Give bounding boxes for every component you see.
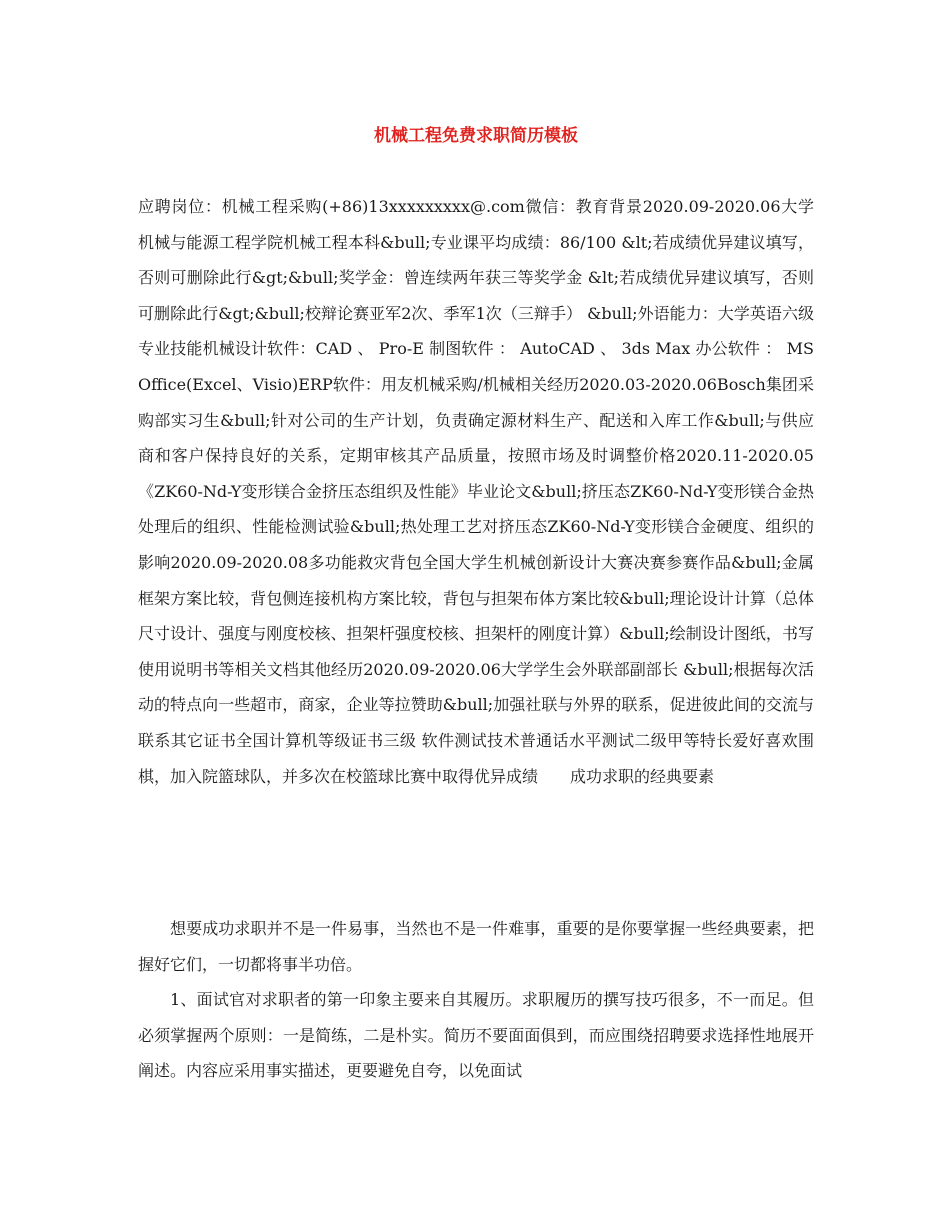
document-page: [138, 0, 814, 1230]
paragraph-intro: 想要成功求职并不是一件易事，当然也不是一件难事，重要的是你要掌握一些经典要素，把握好它们，一切都将事半功倍。: [138, 919, 814, 974]
resume-body-text: 应聘岗位：机械工程采购(+86)13xxxxxxxxx@.com微信：教育背景2020.09-2020.06大学机械与能源工程学院机械工程本科&bull;专业课平均成绩：86/100 &lt;若成绩优异建议填写，否则可删除此行&gt;&bull;奖学金：曾连续两年获三等奖学金 &lt;若成绩优异建议填写，否则可删除此行&gt;&bull;校辩论赛亚军2次、季军1次（三辩手） &bull;外语能力：大学英语六级专业技能机械设计软件：CAD 、 Pro-E 制图软件 ： AutoCAD 、 3ds Max 办公软件 ： MS Office(Excel、Visio)ERP软件：用友机械采购/机械相关经历2020.03-2020.06Bosch集团采购部实习生&bull;针对公司的生产计划，负责确定源材料生产、配送和入库工作&bull;与供应商和客户保持良好的关系，定期审核其产品质量，按照市场及时调整价格2020.11-2020.05《ZK60-Nd-Y变形镁合金挤压态组织及性能》毕业论文&bull;挤压态ZK60-Nd-Y变形镁合金热处理后的组织、性能检测试验&bull;热处理工艺对挤压态ZK60-Nd-Y变形镁合金硬度、组织的影响2020.09-2020.08多功能救灾背包全国大学生机械创新设计大赛决赛参赛作品&bull;金属框架方案比较，背包侧连接机构方案比较，背包与担架布体方案比较&bull;理论设计计算（总体尺寸设计、强度与刚度校核、担架杆强度校核、担架杆的刚度计算）&bull;绘制设计图纸，书写使用说明书等相关文档其他经历2020.09-2020.06大学学生会外联部副部长 &bull;根据每次活动的特点向一些超市，商家，企业等拉赞助&bull;加强社联与外界的联系，促进彼此间的交流与联系其它证书全国计算机等级证书三级 软件测试技术普通话水平测试二级甲等特长爱好喜欢围棋，加入院篮球队，并多次在校篮球比赛中取得优异成绩 成功求职的经典要素: [138, 197, 814, 786]
paragraph-tip-1: 1、面试官对求职者的第一印象主要来自其履历。求职履历的撰写技巧很多，不一而足。但必须掌握两个原则：一是简练，二是朴实。简历不要面面俱到，而应围绕招聘要求选择性地展开阐述。内容应采用事实描述，更要避免自夸，以免面试: [138, 990, 814, 1081]
document-title: 机械工程免费求职简历模板: [374, 126, 578, 146]
